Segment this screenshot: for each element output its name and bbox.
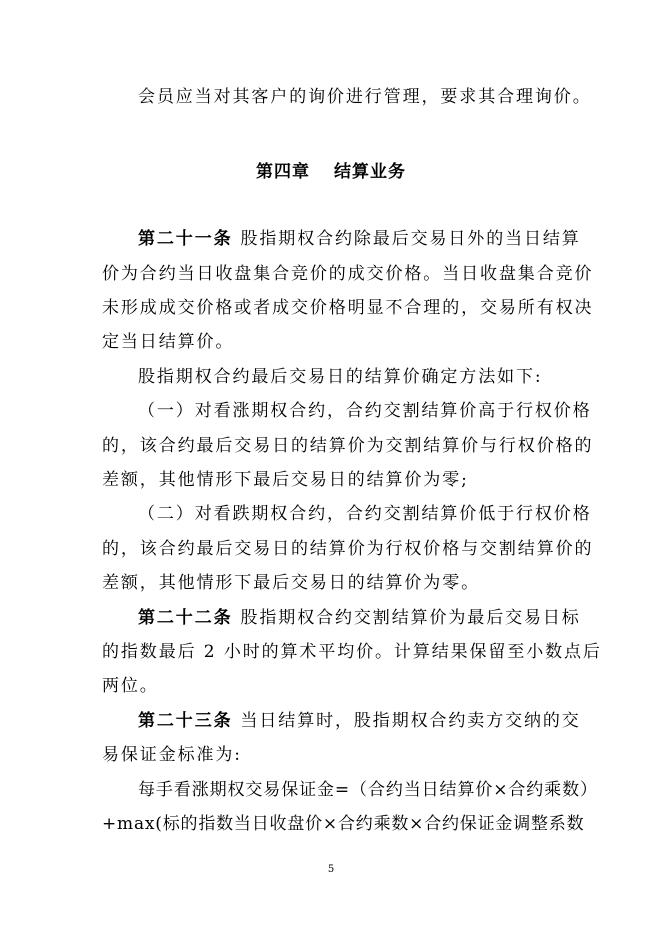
article-22-line-2: 的指数最后 2 小时的算术平均价。计算结果保留至小数点后 — [102, 642, 602, 662]
article-21-label: 第二十一条 — [138, 229, 233, 249]
article-21-line-3: 未形成成交价格或者成交价格明显不合理的，交易所有权决 — [102, 298, 594, 318]
item-2-line-2: 的，该合约最后交易日的结算价为行权价格与交割结算价的 — [102, 539, 594, 559]
page-number: 5 — [327, 864, 335, 875]
article-22-text-1: 股指期权合约交割结算价为最后交易日标 — [240, 608, 581, 628]
chapter-heading — [0, 157, 662, 182]
article-21-paragraph-2: 股指期权合约最后交易日的结算价确定方法如下: — [138, 367, 543, 387]
intro-paragraph: 会员应当对其客户的询价进行管理，要求其合理询价。 — [138, 87, 592, 107]
article-21-text-1: 股指期权合约除最后交易日外的当日结算 — [240, 229, 581, 249]
article-22-line-3: 两位。 — [102, 676, 159, 696]
chapter-number: 第四章 — [256, 162, 310, 182]
article-21-line-4: 定当日结算价。 — [102, 332, 235, 352]
article-23-text-1: 当日结算时，股指期权合约卖方交纳的交 — [240, 711, 581, 731]
article-22-line-1 — [138, 607, 581, 629]
item-1-line-1: （一）对看涨期权合约，合约交割结算价高于行权价格 — [138, 401, 592, 421]
chapter-title: 结算业务 — [334, 162, 406, 182]
article-21-line-2: 价为合约当日收盘集合竞价的成交价格。当日收盘集合竞价 — [102, 264, 594, 284]
article-23-formula-1: 每手看涨期权交易保证金=（合约当日结算价×合约乘数） — [138, 780, 598, 800]
article-23-line-1 — [138, 710, 581, 732]
article-22-label: 第二十二条 — [138, 608, 233, 628]
item-2-line-1: （二）对看跌期权合约，合约交割结算价低于行权价格 — [138, 504, 592, 524]
item-1-line-2: 的，该合约最后交易日的结算价为交割结算价与行权价格的 — [102, 436, 594, 456]
item-2-line-3: 差额，其他情形下最后交易日的结算价为零。 — [102, 573, 480, 593]
article-23-label: 第二十三条 — [138, 711, 233, 731]
article-23-line-2: 易保证金标准为: — [102, 745, 242, 765]
article-21-line-1 — [138, 228, 581, 250]
article-23-formula-2: +max(标的指数当日收盘价×合约乘数×合约保证金调整系数 — [102, 814, 585, 834]
item-1-line-3: 差额，其他情形下最后交易日的结算价为零; — [102, 470, 469, 490]
